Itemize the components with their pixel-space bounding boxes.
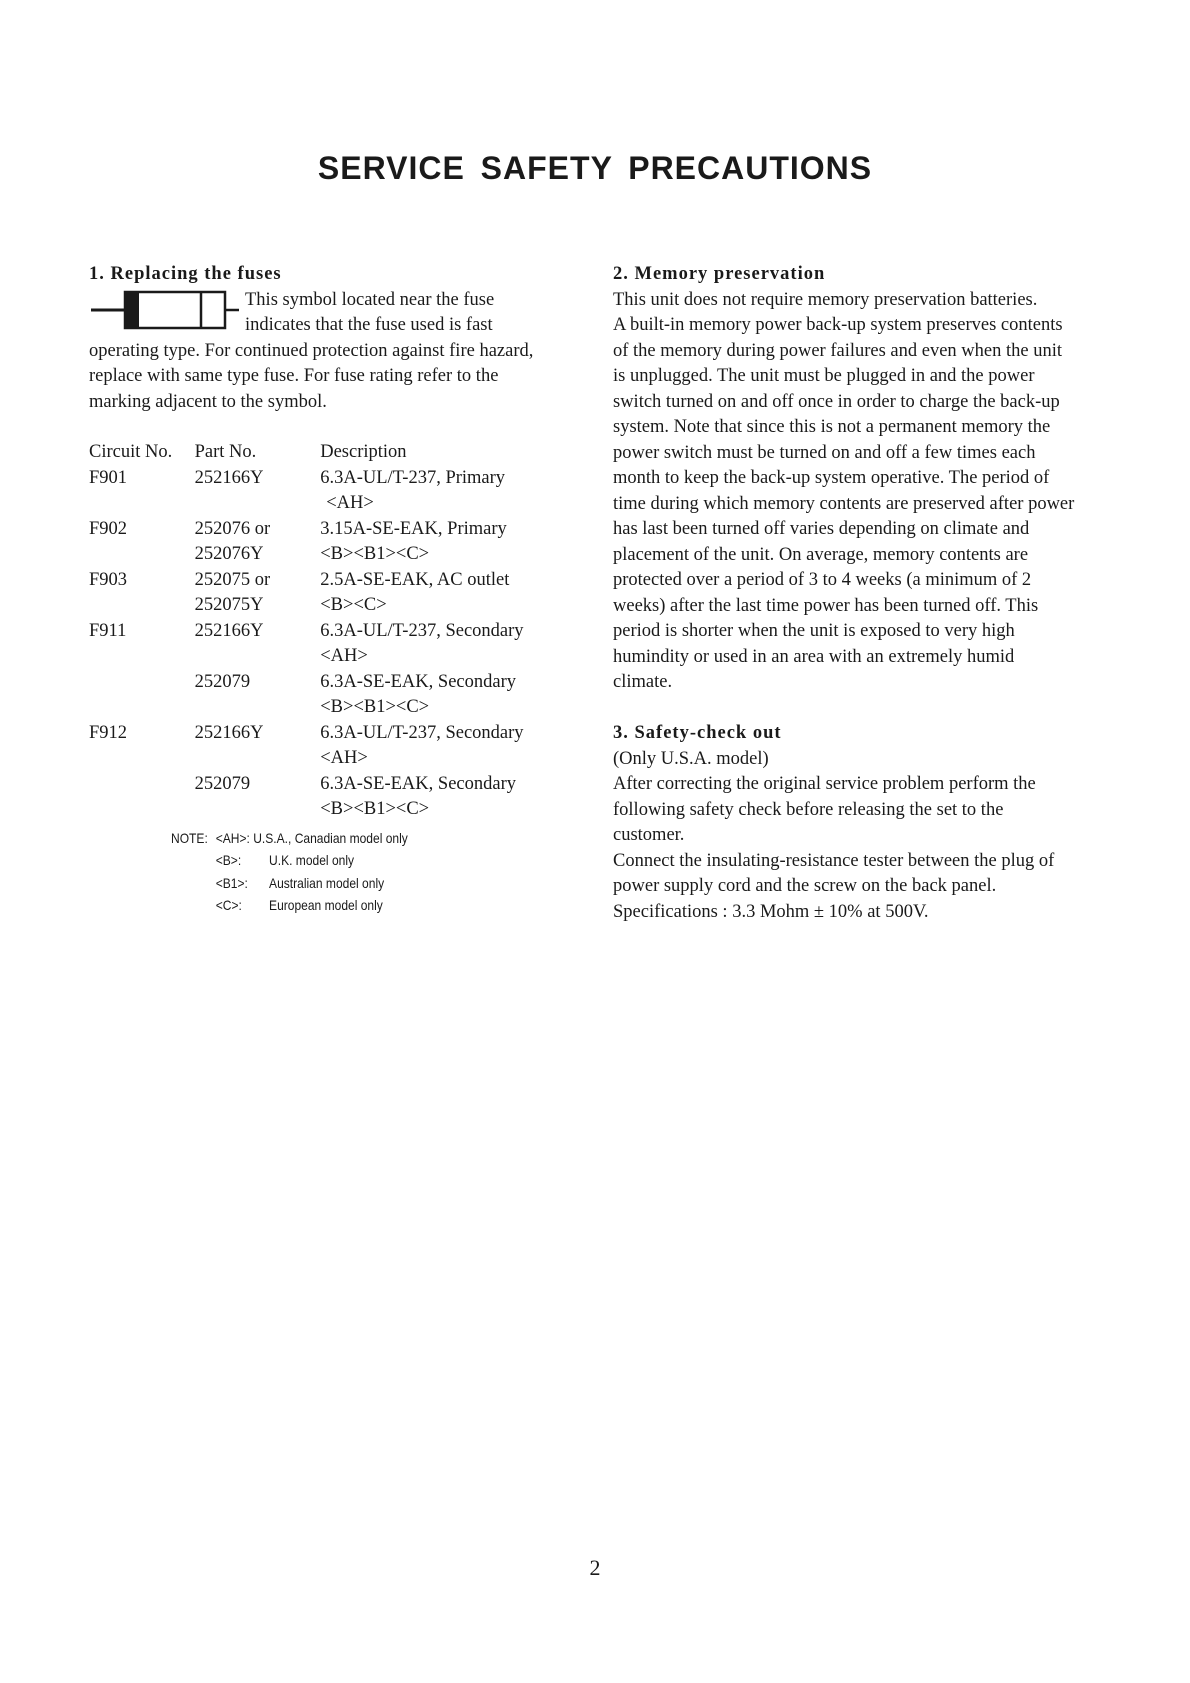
table-row bbox=[89, 491, 589, 517]
part-cell bbox=[195, 746, 321, 772]
table-row bbox=[89, 517, 589, 543]
memory-line: month to keep the back-up system operative. The period of bbox=[613, 468, 1050, 488]
table-row bbox=[89, 797, 589, 823]
part-cell bbox=[195, 797, 321, 823]
part-cell bbox=[195, 491, 321, 517]
memory-line: placement of the unit. On average, memory contents are bbox=[613, 544, 1029, 565]
part-cell: 252076 or bbox=[194, 518, 271, 539]
memory-line: system. Note that since this is not a permanent memory the bbox=[613, 417, 1051, 437]
note-text: Australian model only bbox=[269, 874, 385, 891]
description-cell: 6.3A-UL/T-237, Secondary bbox=[320, 620, 524, 641]
description-cell: 6.3A-UL/T-237, Secondary bbox=[320, 722, 524, 743]
memory-line: of the memory during power failures and even when the unit bbox=[613, 340, 1063, 361]
section-1-heading: 1. Replacing the fuses bbox=[89, 264, 282, 284]
circuit-cell bbox=[89, 695, 195, 721]
part-cell bbox=[195, 695, 321, 721]
note-prefix: NOTE: bbox=[171, 829, 208, 846]
column-header-circuit: Circuit No. bbox=[89, 442, 173, 462]
note-line bbox=[171, 849, 530, 872]
note-text: U.S.A., Canadian model only bbox=[253, 829, 408, 846]
part-cell: 252166Y bbox=[194, 722, 264, 743]
memory-line: A built-in memory power back-up system preserves contents bbox=[613, 315, 1063, 335]
description-cell: 3.15A-SE-EAK, Primary bbox=[320, 518, 507, 539]
description-cell: 6.3A-SE-EAK, Secondary bbox=[320, 671, 516, 692]
memory-line: has last been turned off varies depending on climate and bbox=[613, 519, 1030, 539]
fuse-parts-table bbox=[89, 440, 589, 823]
page-title: SERVICE SAFETY PRECAUTIONS bbox=[317, 150, 873, 186]
memory-line: weeks) after the last time power has been turned off. This bbox=[613, 595, 1039, 616]
section-2-heading: 2. Memory preservation bbox=[613, 264, 826, 284]
note-line bbox=[171, 894, 530, 917]
table-row bbox=[89, 542, 589, 568]
part-cell: 252166Y bbox=[194, 620, 264, 641]
part-cell: 252079 bbox=[194, 671, 251, 692]
circuit-cell: F911 bbox=[89, 620, 127, 641]
memory-line: is unplugged. The unit must be plugged in and the power bbox=[613, 366, 1035, 386]
table-row bbox=[89, 593, 589, 619]
column-header-part: Part No. bbox=[194, 442, 257, 462]
memory-line: switch turned on and off once in order to charge the back-up bbox=[613, 391, 1060, 412]
fuse-symbol-row bbox=[89, 288, 589, 339]
table-row bbox=[89, 721, 589, 747]
page-number: 2 bbox=[589, 1555, 601, 1580]
memory-line: This unit does not require memory preservation batteries. bbox=[613, 289, 1038, 310]
safety-line: After correcting the original service problem perform the bbox=[613, 774, 1036, 794]
memory-line: time during which memory contents are preserved after power bbox=[613, 493, 1075, 514]
circuit-cell bbox=[89, 542, 195, 568]
table-row bbox=[89, 772, 589, 798]
column-header-description: Description bbox=[320, 442, 407, 462]
circuit-cell bbox=[89, 772, 195, 798]
note-line bbox=[171, 872, 530, 895]
safety-line: following safety check before releasing the set to the bbox=[613, 799, 1004, 820]
table-row bbox=[89, 644, 589, 670]
memory-line: period is shorter when the unit is exposed to very high bbox=[613, 621, 1015, 641]
table-row bbox=[89, 670, 589, 696]
description-cell: <B><B1><C> bbox=[320, 544, 430, 564]
right-column bbox=[613, 262, 1113, 925]
safety-line: power supply cord and the screw on the back panel. bbox=[613, 876, 997, 896]
description-cell: <AH> bbox=[320, 748, 368, 768]
model-notes bbox=[171, 827, 530, 917]
note-key: <AH>: bbox=[215, 829, 250, 846]
circuit-cell bbox=[89, 644, 195, 670]
part-cell: 252079 bbox=[194, 773, 251, 794]
note-text: U.K. model only bbox=[269, 852, 355, 868]
part-cell: 252166Y bbox=[194, 467, 264, 488]
part-cell bbox=[195, 644, 321, 670]
circuit-cell bbox=[89, 746, 195, 772]
safety-line: Connect the insulating-resistance tester between the plug of bbox=[613, 850, 1055, 871]
memory-line: humindity or used in an area with an extremely humid bbox=[613, 646, 1015, 667]
memory-line: climate. bbox=[613, 672, 673, 692]
note-text: European model only bbox=[269, 897, 383, 913]
circuit-cell: F902 bbox=[89, 518, 128, 539]
note-key: <B1>: bbox=[215, 874, 248, 891]
note-key: <C>: bbox=[215, 897, 242, 913]
circuit-cell: F901 bbox=[89, 467, 128, 488]
circuit-cell: F903 bbox=[89, 569, 128, 590]
memory-line: protected over a period of 3 to 4 weeks (a minimum of 2 bbox=[613, 570, 1032, 590]
circuit-cell bbox=[89, 797, 195, 823]
memory-line: power switch must be turned on and off a few times each bbox=[613, 442, 1036, 463]
circuit-cell bbox=[89, 491, 195, 517]
safety-line: Specifications : 3.3 Mohm ± 10% at 500V. bbox=[613, 901, 929, 922]
table-row bbox=[89, 746, 589, 772]
body-line: replace with same type fuse. For fuse rating refer to the bbox=[89, 366, 499, 386]
description-cell: <B><C> bbox=[320, 595, 387, 615]
fuse-symbol-icon bbox=[89, 288, 239, 332]
body-line: operating type. For continued protection against fire hazard, bbox=[89, 340, 534, 361]
part-cell: 252076Y bbox=[194, 544, 264, 564]
part-cell: 252075Y bbox=[194, 595, 264, 615]
safety-line: (Only U.S.A. model) bbox=[613, 748, 769, 769]
part-cell: 252075 or bbox=[194, 569, 271, 590]
section-3-heading: 3. Safety-check out bbox=[613, 723, 782, 743]
table-row bbox=[89, 466, 589, 492]
note-line bbox=[171, 827, 530, 850]
symbol-text-line-1: This symbol located near the fuse bbox=[245, 289, 495, 310]
circuit-cell bbox=[89, 593, 195, 619]
description-cell: 6.3A-UL/T-237, Primary bbox=[320, 467, 506, 488]
description-cell: <AH> bbox=[320, 646, 368, 666]
table-row bbox=[89, 568, 589, 594]
section-replacing-fuses bbox=[89, 262, 589, 917]
description-cell: <B><B1><C> bbox=[320, 697, 430, 717]
description-cell: <B><B1><C> bbox=[320, 799, 430, 819]
description-cell: 6.3A-SE-EAK, Secondary bbox=[320, 773, 516, 794]
table-row bbox=[89, 695, 589, 721]
body-line: marking adjacent to the symbol. bbox=[89, 391, 327, 412]
table-row bbox=[89, 619, 589, 645]
description-cell: 2.5A-SE-EAK, AC outlet bbox=[320, 569, 510, 590]
note-key: <B>: bbox=[215, 852, 242, 868]
circuit-cell: F912 bbox=[89, 722, 128, 743]
safety-line: customer. bbox=[613, 825, 685, 845]
symbol-text-line-2: indicates that the fuse used is fast bbox=[245, 315, 493, 335]
circuit-cell bbox=[89, 670, 195, 696]
table-header-row bbox=[89, 440, 589, 466]
description-cell: <AH> bbox=[326, 493, 374, 513]
